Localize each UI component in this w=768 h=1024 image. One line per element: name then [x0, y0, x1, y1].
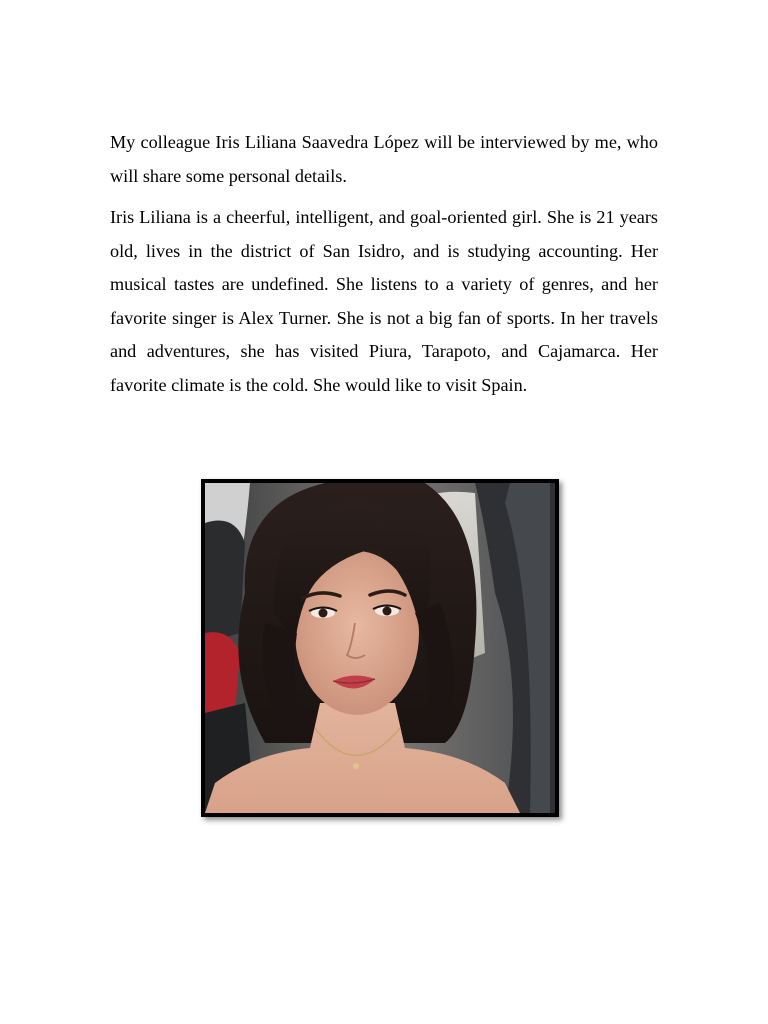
portrait-photo	[201, 479, 559, 817]
portrait-illustration	[205, 483, 555, 813]
intro-paragraph: My colleague Iris Liliana Saavedra López will be interviewed by me, who will share some personal details.	[110, 132, 658, 186]
body-text	[110, 126, 658, 402]
profile-paragraph: Iris Liliana is a cheerful, intelligent, and goal-oriented girl. She is 21 years old, lives in the district of San Isidro, and is studying accounting. Her musical tastes are undefined. She listens to a variety of genres, and her favorite singer is Alex Turner. She is not a big fan of sports. In her travels and adventures, she has visited Piura, Tarapoto, and Cajamarca. Her favorite climate is the cold. She would like to visit Spain.	[110, 207, 658, 395]
